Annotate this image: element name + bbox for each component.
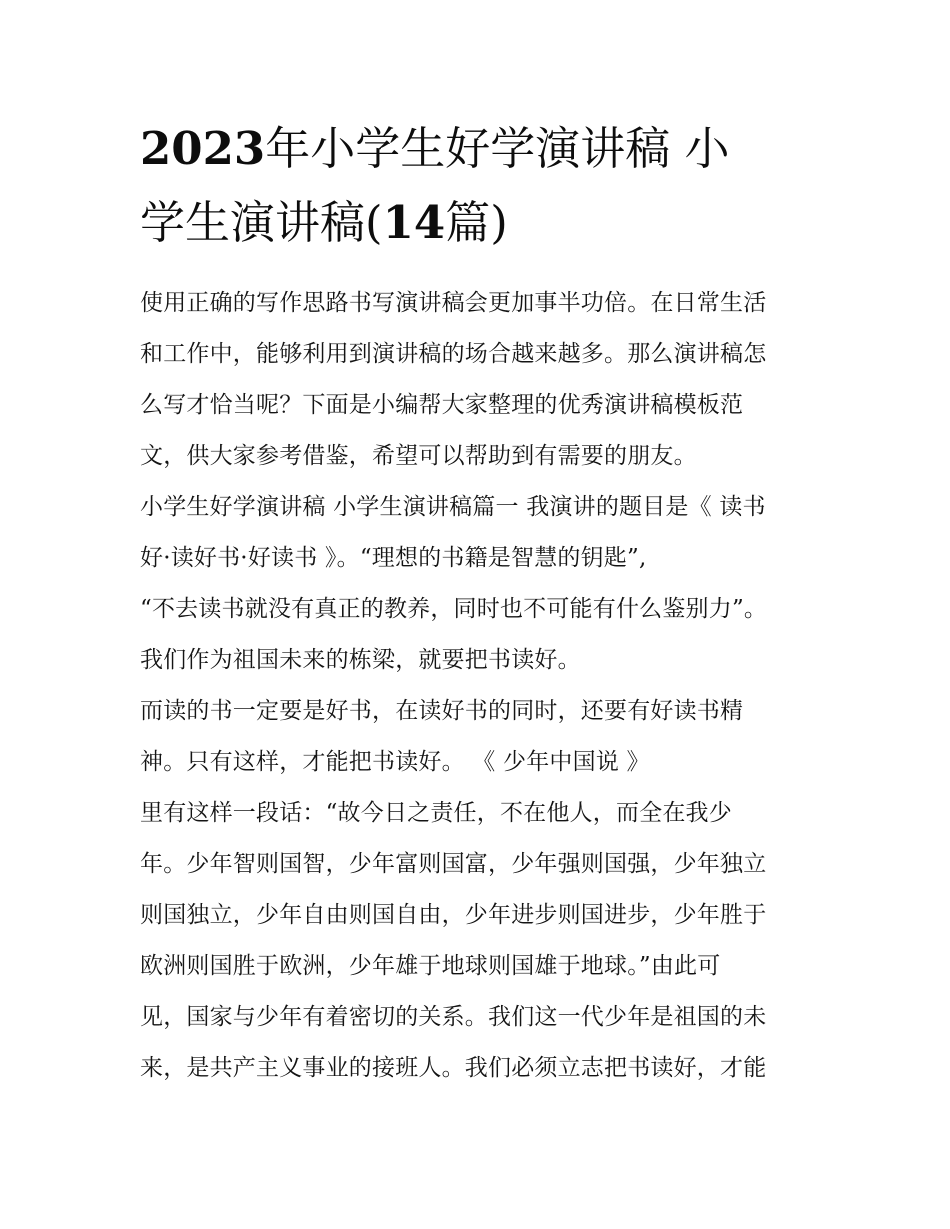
body-line: 么写才恰当呢？下面是小编帮大家整理的优秀演讲稿模板范 [140,392,744,418]
title-line-2-prefix: 学生演讲稿( [140,196,383,249]
title-count: 14 [382,196,446,249]
body-line: 文，供大家参考借鉴，希望可以帮助到有需要的朋友。 [140,443,697,469]
body-line: 神。只有这样，才能把书读好。 《 少年中国说 》 [140,749,650,775]
body-line: 而读的书一定要是好书，在读好书的同时，还要有好读书精 [140,698,744,724]
document-body [140,278,815,1094]
body-line: 好·读好书·好读书 》。“理想的书籍是智慧的钥匙”, [140,545,647,571]
body-line: 则国独立，少年自由则国自由，少年进步则国进步，少年胜于 [140,902,767,928]
title-line-2-suffix: 篇) [445,196,508,249]
body-line: 里有这样一段话：“故今日之责任，不在他人，而全在我少 [140,800,732,826]
title-line-1-text: 年小学生好学演讲稿 小 [265,122,730,175]
document-title [140,112,820,260]
body-line: 欧洲则国胜于欧洲，少年雄于地球则国雄于地球。”由此可 [140,953,721,979]
title-line-1 [140,122,730,175]
title-line-2 [140,196,508,249]
body-line: 使用正确的写作思路书写演讲稿会更加事半功倍。在日常生活 [140,290,767,316]
body-line: 小学生好学演讲稿 小学生演讲稿篇一 我演讲的题目是《 读书 [140,494,766,520]
body-line: 来，是共产主义事业的接班人。我们必须立志把书读好，才能 [140,1055,767,1081]
body-line: 见，国家与少年有着密切的关系。我们这一代少年是祖国的未 [140,1004,767,1030]
title-year: 2023 [140,122,266,175]
body-line: “不去读书就没有真正的教养，同时也不可能有什么鉴别力”。 [140,596,768,622]
body-line: 我们作为祖国未来的栋梁，就要把书读好。 [140,647,581,673]
body-line: 和工作中，能够利用到演讲稿的场合越来越多。那么演讲稿怎 [140,341,767,367]
body-line: 年。少年智则国智，少年富则国富，少年强则国强，少年独立 [140,851,767,877]
